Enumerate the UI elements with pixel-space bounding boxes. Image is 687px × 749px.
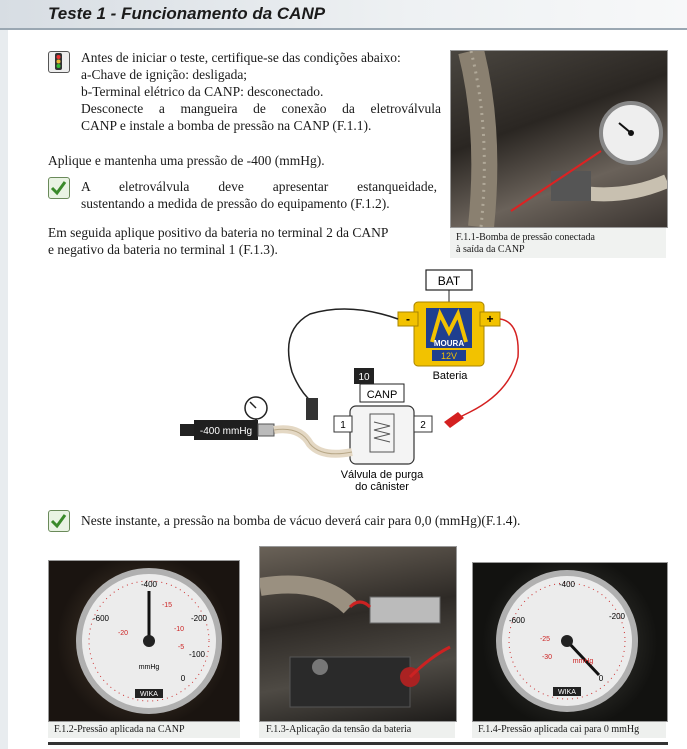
gauge-tick-inner: -10	[173, 626, 185, 633]
terminal1-label: 1	[340, 420, 346, 431]
photo-battery-voltage	[259, 546, 457, 722]
gauge-tick-inner: -20	[117, 630, 129, 637]
canp-label: CANP	[366, 389, 398, 401]
vacuum-hose	[274, 429, 352, 454]
caption-f11	[456, 232, 666, 256]
page-title: Teste 1 - Funcionamento da CANP	[48, 4, 326, 23]
wiring-diagram	[170, 262, 550, 502]
valve-label-1: Válvula de purga	[340, 469, 424, 481]
valve-label-2: do cânister	[355, 481, 409, 493]
traffic-light-icon	[48, 51, 70, 73]
gauge-tick-inner: -5	[177, 644, 185, 651]
intro-line: Antes de iniciar o teste, certifique-se das condições abaixo:	[81, 50, 401, 65]
gauge-unit: mmHg	[138, 664, 160, 671]
photo-pump-connected	[450, 50, 668, 228]
gauge-tick: -200	[190, 614, 208, 623]
gauge-tick: -600	[508, 616, 526, 625]
intro-line: a-Chave de ignição: desligada;	[81, 67, 248, 82]
positive-clip	[444, 412, 464, 428]
bottom-rule	[48, 742, 668, 745]
check1-line: sustentando a medida de pressão do equipamento (F.1.2).	[81, 196, 390, 211]
caption-f14: F.1.4-Pressão aplicada cai para 0 mmHg	[478, 724, 640, 735]
check2-text: Neste instante, a pressão na bomba de vácuo deverá cair para 0,0 (mmHg)(F.1.4).	[81, 513, 521, 528]
photo-gauge-applied	[48, 560, 240, 722]
gauge-brand: WIKA	[558, 689, 576, 696]
checkmark-icon	[48, 510, 70, 532]
pump-nozzle	[258, 424, 274, 436]
caption-line: F.1.1-Bomba de pressão conectada	[456, 232, 595, 243]
negative-clip	[306, 398, 318, 420]
intro-line: CANP e instale a bomba de pressão na CANP (F.1.1).	[81, 118, 372, 133]
caption-f12: F.1.2-Pressão aplicada na CANP	[54, 724, 185, 735]
gauge-tick: -400	[140, 580, 158, 589]
intro-line: b-Terminal elétrico da CANP: desconectado.	[81, 84, 324, 99]
step2-line: Em seguida aplique positivo da bateria no terminal 2 da CANP	[48, 225, 389, 240]
step2-text	[48, 224, 438, 258]
check1-text	[81, 178, 437, 212]
gauge-tick-inner: -30	[541, 654, 553, 661]
gauge-unit: mmHg	[572, 658, 594, 665]
terminal2-label: 2	[420, 420, 426, 431]
caption-f13: F.1.3-Aplicação da tensão da bateria	[266, 724, 412, 735]
valve-body	[350, 406, 414, 464]
gauge-tick: -200	[608, 612, 626, 621]
bat-label: BAT	[437, 274, 461, 288]
pump-pressure-label: -400 mmHg	[199, 426, 253, 437]
checkmark-icon	[48, 177, 70, 199]
intro-text	[81, 49, 441, 134]
battery-voltage: 12V	[440, 351, 458, 361]
gauge-tick: -600	[92, 614, 110, 623]
canp-number: 10	[358, 372, 370, 383]
step2-line: e negativo da bateria no terminal 1 (F.1.3).	[48, 242, 278, 257]
gauge-tick: 0	[598, 674, 604, 683]
gauge-tick-inner: -15	[161, 602, 173, 609]
pump-handle	[180, 424, 196, 436]
gauge-tick: -100	[188, 650, 206, 659]
check1-line: A eletroválvula deve apresentar estanqueidade,	[81, 179, 437, 194]
battery-brand: MOURA	[433, 339, 465, 348]
battery-label: Bateria	[432, 370, 468, 382]
plus-sign: +	[486, 312, 494, 326]
header-band	[0, 0, 687, 28]
gauge-tick-inner: -25	[539, 636, 551, 643]
intro-line: Desconecte a mangueira de conexão da eletroválvula	[81, 101, 441, 116]
left-margin-bar	[0, 30, 8, 749]
step1-text: Aplique e mantenha uma pressão de -400 (mmHg).	[48, 153, 325, 168]
gauge-tick: 0	[180, 674, 186, 683]
photo-gauge-zero	[472, 562, 668, 722]
gauge-brand: WIKA	[140, 691, 158, 698]
caption-line: à saída da CANP	[456, 244, 525, 255]
header-rule	[0, 28, 687, 30]
minus-sign: -	[406, 312, 410, 326]
gauge-tick: -400	[558, 580, 576, 589]
